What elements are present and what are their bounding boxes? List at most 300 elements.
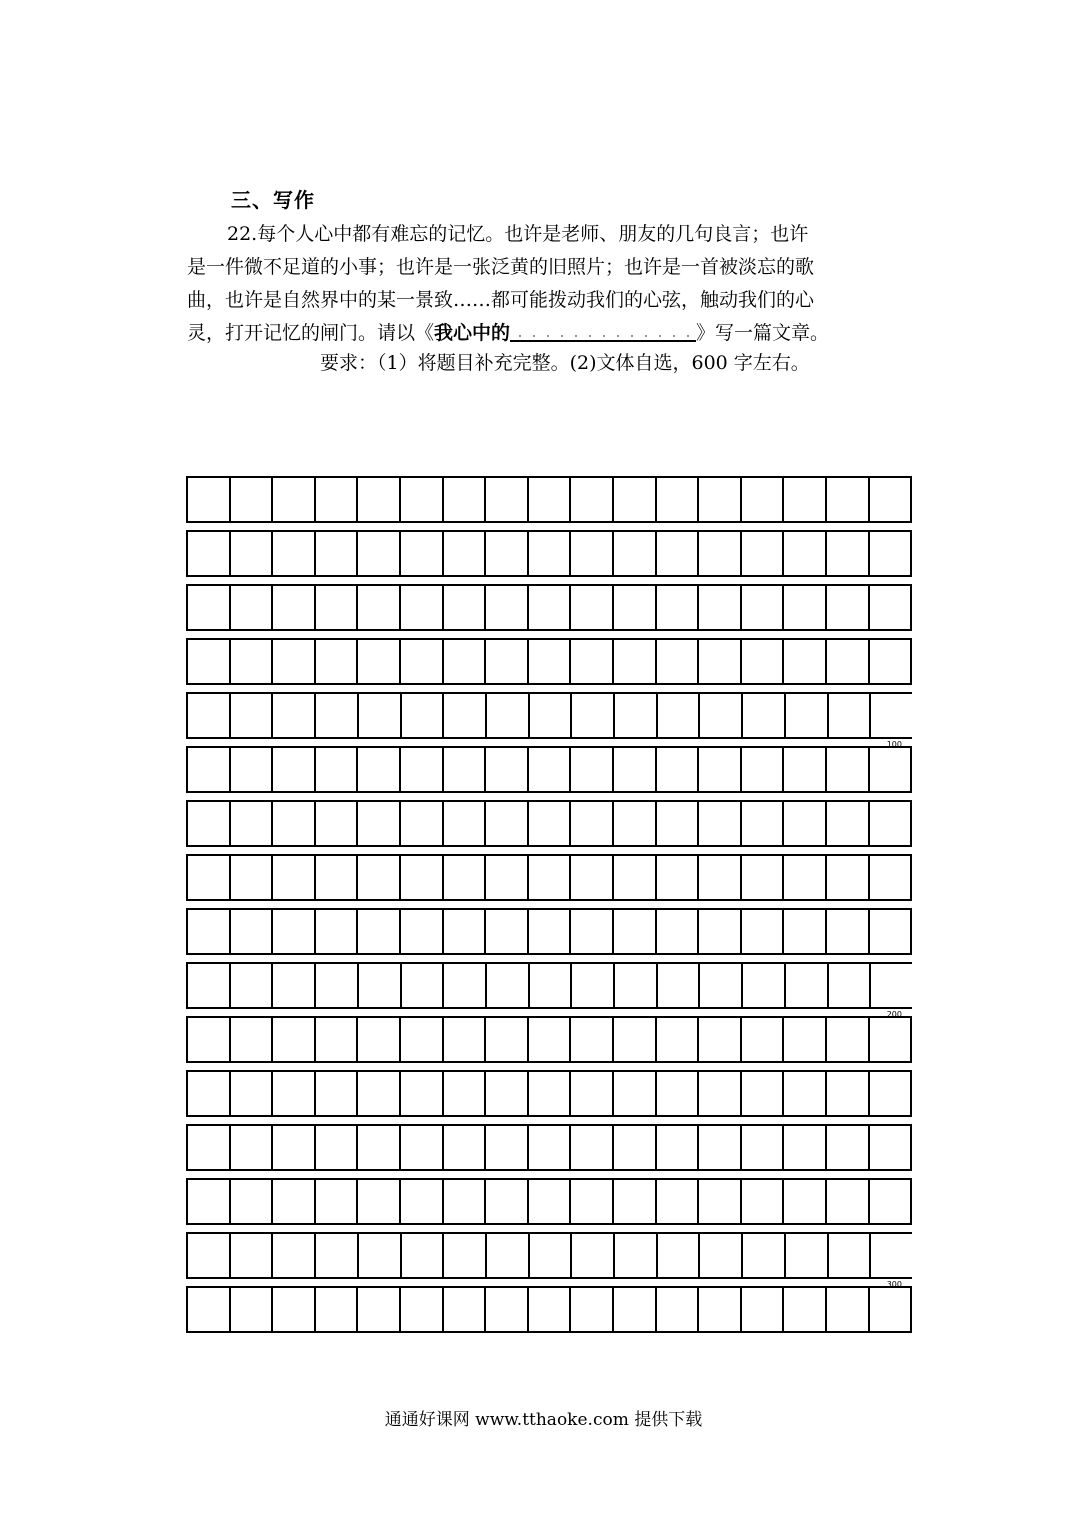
grid-cell[interactable] [356, 854, 399, 901]
grid-cell[interactable] [442, 692, 485, 739]
grid-cell[interactable] [442, 854, 485, 901]
grid-cell[interactable] [782, 800, 825, 847]
grid-cell[interactable] [868, 584, 913, 631]
grid-cell[interactable] [741, 692, 784, 739]
grid-cell[interactable] [740, 638, 783, 685]
grid-cell[interactable] [314, 638, 357, 685]
grid-row [186, 1286, 912, 1333]
grid-cell[interactable] [356, 476, 399, 523]
grid-cell[interactable] [229, 1232, 272, 1279]
grid-cell[interactable] [356, 530, 399, 577]
title-blank[interactable] [510, 322, 696, 342]
grid-cell[interactable] [186, 692, 229, 739]
grid-cell[interactable] [868, 1178, 913, 1225]
grid-cell[interactable] [356, 1070, 399, 1117]
grid-cell[interactable] [442, 800, 485, 847]
grid-cell[interactable] [186, 530, 229, 577]
grid-cell[interactable] [485, 962, 528, 1009]
grid-cell[interactable] [271, 692, 314, 739]
grid-cell[interactable] [825, 746, 868, 793]
grid-cell[interactable] [314, 746, 357, 793]
grid-cell[interactable] [784, 692, 827, 739]
grid-cell[interactable] [740, 1070, 783, 1117]
grid-cell[interactable] [400, 962, 443, 1009]
grid-cell[interactable] [399, 908, 442, 955]
grid-row [186, 692, 912, 749]
grid-cell[interactable] [825, 1286, 868, 1333]
grid-cell[interactable] [570, 962, 613, 1009]
grid-cell[interactable] [697, 638, 740, 685]
grid-cell[interactable] [442, 584, 485, 631]
grid-cell[interactable] [186, 746, 229, 793]
grid-cell[interactable] [784, 1232, 827, 1279]
grid-cell[interactable] [825, 530, 868, 577]
grid-cell[interactable] [741, 962, 784, 1009]
grid-cell[interactable] [825, 908, 868, 955]
grid-cell[interactable] [399, 1124, 442, 1171]
grid-cell[interactable] [271, 584, 314, 631]
grid-cell[interactable] [356, 1124, 399, 1171]
grid-cell[interactable] [186, 1286, 229, 1333]
grid-cell[interactable] [612, 854, 655, 901]
grid-cell[interactable] [868, 476, 913, 523]
grid-cell[interactable] [740, 1124, 783, 1171]
grid-cell[interactable] [697, 800, 740, 847]
grid-cell[interactable] [399, 530, 442, 577]
prompt-line-4 [187, 317, 902, 350]
grid-cell[interactable] [186, 1178, 229, 1225]
grid-cell[interactable] [229, 746, 272, 793]
grid-cell[interactable] [697, 1178, 740, 1225]
grid-cell[interactable] [697, 1016, 740, 1063]
grid-cell[interactable] [612, 638, 655, 685]
grid-cell[interactable] [442, 1178, 485, 1225]
grid-cell[interactable] [314, 1016, 357, 1063]
grid-cell[interactable] [271, 1232, 314, 1279]
grid-cell[interactable] [569, 1016, 612, 1063]
grid-cell[interactable] [827, 1232, 870, 1279]
grid-cell[interactable] [356, 746, 399, 793]
grid-cell[interactable] [442, 746, 485, 793]
grid-cell[interactable] [740, 1178, 783, 1225]
grid-cell[interactable] [399, 1178, 442, 1225]
grid-cell[interactable] [314, 962, 357, 1009]
grid-cell[interactable] [271, 638, 314, 685]
grid-cell[interactable] [782, 1016, 825, 1063]
grid-cell[interactable] [442, 1016, 485, 1063]
grid-cell[interactable] [569, 530, 612, 577]
grid-cell[interactable] [400, 1232, 443, 1279]
grid-cell[interactable] [442, 530, 485, 577]
grid-cell[interactable] [186, 1016, 229, 1063]
grid-cell[interactable] [314, 476, 357, 523]
grid-cell[interactable] [825, 1070, 868, 1117]
grid-cell[interactable] [569, 476, 612, 523]
grid-cell[interactable] [570, 1232, 613, 1279]
grid-cell[interactable] [399, 584, 442, 631]
grid-cell[interactable] [612, 1124, 655, 1171]
grid-cell[interactable] [569, 584, 612, 631]
grid-cell[interactable] [655, 1070, 698, 1117]
grid-cell[interactable] [527, 746, 570, 793]
grid-cell[interactable] [484, 1070, 527, 1117]
grid-cell[interactable] [356, 1016, 399, 1063]
grid-row [186, 1178, 912, 1225]
grid-cell[interactable] [229, 692, 272, 739]
grid-cell[interactable] [229, 854, 272, 901]
grid-cell[interactable] [613, 1232, 656, 1279]
grid-cell[interactable] [399, 1016, 442, 1063]
grid-cell[interactable] [869, 1232, 912, 1279]
grid-cell[interactable] [740, 854, 783, 901]
grid-cell[interactable] [527, 1286, 570, 1333]
grid-cell[interactable] [827, 962, 870, 1009]
grid-cell[interactable] [484, 638, 527, 685]
grid-cell[interactable] [782, 1178, 825, 1225]
grid-cell[interactable] [655, 638, 698, 685]
grid-cell[interactable] [527, 908, 570, 955]
grid-cell[interactable] [356, 638, 399, 685]
grid-cell[interactable] [484, 476, 527, 523]
grid-cell[interactable] [740, 476, 783, 523]
grid-cell[interactable] [314, 1070, 357, 1117]
grid-cell[interactable] [271, 1124, 314, 1171]
grid-cell[interactable] [442, 908, 485, 955]
grid-cell[interactable] [698, 1232, 741, 1279]
grid-cell[interactable] [655, 800, 698, 847]
grid-cell[interactable] [868, 530, 913, 577]
grid-row [186, 1124, 912, 1171]
grid-cell[interactable] [229, 800, 272, 847]
grid-row [186, 1232, 912, 1289]
grid-cell[interactable] [442, 962, 485, 1009]
grid-cell[interactable] [484, 746, 527, 793]
grid-cell[interactable] [697, 1286, 740, 1333]
grid-cell[interactable] [868, 1016, 913, 1063]
grid-cell[interactable] [271, 746, 314, 793]
grid-cell[interactable] [569, 854, 612, 901]
writing-prompt [187, 218, 902, 350]
grid-cell[interactable] [442, 476, 485, 523]
grid-cell[interactable] [655, 1124, 698, 1171]
grid-cell[interactable] [527, 800, 570, 847]
grid-cell[interactable] [740, 746, 783, 793]
grid-cell[interactable] [186, 1124, 229, 1171]
grid-cell[interactable] [442, 1286, 485, 1333]
grid-cell[interactable] [442, 1232, 485, 1279]
grid-cell[interactable] [782, 1124, 825, 1171]
grid-cell[interactable] [357, 962, 400, 1009]
grid-cell[interactable] [186, 908, 229, 955]
grid-cell[interactable] [186, 800, 229, 847]
word-count-marker: 300 [886, 1280, 902, 1289]
grid-cell[interactable] [314, 692, 357, 739]
grid-cell[interactable] [613, 962, 656, 1009]
grid-cell[interactable] [186, 1232, 229, 1279]
grid-row [186, 584, 912, 631]
grid-cell[interactable] [740, 1016, 783, 1063]
grid-cell[interactable] [229, 584, 272, 631]
grid-cell[interactable] [186, 854, 229, 901]
word-count-marker: 100 [886, 740, 902, 749]
grid-cell[interactable] [484, 1016, 527, 1063]
grid-cell[interactable] [271, 1286, 314, 1333]
grid-cell[interactable] [569, 746, 612, 793]
grid-cell[interactable] [442, 638, 485, 685]
grid-cell[interactable] [485, 1232, 528, 1279]
composition-grid [186, 476, 912, 1340]
grid-cell[interactable] [314, 1124, 357, 1171]
grid-cell[interactable] [697, 530, 740, 577]
grid-cell[interactable] [782, 854, 825, 901]
grid-cell[interactable] [527, 530, 570, 577]
grid-cell[interactable] [271, 800, 314, 847]
grid-cell[interactable] [655, 530, 698, 577]
grid-cell[interactable] [314, 1286, 357, 1333]
grid-cell[interactable] [569, 1178, 612, 1225]
grid-cell[interactable] [229, 1016, 272, 1063]
grid-cell[interactable] [399, 800, 442, 847]
grid-cell[interactable] [868, 800, 913, 847]
grid-cell[interactable] [271, 962, 314, 1009]
grid-cell[interactable] [612, 1178, 655, 1225]
grid-cell[interactable] [528, 962, 571, 1009]
grid-cell[interactable] [655, 746, 698, 793]
grid-cell[interactable] [229, 1286, 272, 1333]
grid-cell[interactable] [484, 854, 527, 901]
word-count-marker: 200 [886, 1010, 902, 1019]
grid-cell[interactable] [271, 854, 314, 901]
grid-cell[interactable] [697, 854, 740, 901]
grid-cell[interactable] [229, 1070, 272, 1117]
grid-cell[interactable] [612, 584, 655, 631]
grid-cell[interactable] [314, 1232, 357, 1279]
grid-cell[interactable] [825, 1124, 868, 1171]
grid-cell[interactable] [655, 1286, 698, 1333]
grid-cell[interactable] [613, 692, 656, 739]
grid-cell[interactable] [825, 1178, 868, 1225]
grid-cell[interactable] [484, 1286, 527, 1333]
grid-cell[interactable] [484, 584, 527, 631]
grid-cell[interactable] [229, 962, 272, 1009]
grid-cell[interactable] [528, 692, 571, 739]
grid-cell[interactable] [271, 1178, 314, 1225]
grid-cell[interactable] [698, 962, 741, 1009]
grid-cell[interactable] [656, 962, 699, 1009]
grid-cell[interactable] [825, 476, 868, 523]
prompt-line-2: 是一件微不足道的小事；也许是一张泛黄的旧照片；也许是一首被淡忘的歌 [187, 256, 815, 278]
grid-cell[interactable] [868, 1286, 913, 1333]
grid-cell[interactable] [399, 854, 442, 901]
grid-cell[interactable] [271, 530, 314, 577]
grid-cell[interactable] [827, 692, 870, 739]
grid-cell[interactable] [357, 692, 400, 739]
grid-cell[interactable] [399, 1286, 442, 1333]
grid-row [186, 800, 912, 847]
grid-cell[interactable] [186, 1070, 229, 1117]
grid-cell[interactable] [314, 530, 357, 577]
grid-cell[interactable] [314, 1178, 357, 1225]
grid-cell[interactable] [485, 692, 528, 739]
grid-cell[interactable] [782, 1070, 825, 1117]
grid-cell[interactable] [484, 800, 527, 847]
grid-cell[interactable] [314, 854, 357, 901]
grid-cell[interactable] [825, 638, 868, 685]
grid-cell[interactable] [484, 530, 527, 577]
grid-cell[interactable] [697, 1070, 740, 1117]
grid-cell[interactable] [399, 1070, 442, 1117]
grid-cell[interactable] [782, 746, 825, 793]
grid-cell[interactable] [229, 1178, 272, 1225]
grid-cell[interactable] [782, 584, 825, 631]
grid-cell[interactable] [868, 908, 913, 955]
grid-cell[interactable] [271, 1070, 314, 1117]
grid-cell[interactable] [527, 1016, 570, 1063]
grid-cell[interactable] [868, 1124, 913, 1171]
grid-cell[interactable] [527, 476, 570, 523]
grid-cell[interactable] [229, 908, 272, 955]
grid-cell[interactable] [569, 638, 612, 685]
grid-cell[interactable] [655, 908, 698, 955]
grid-cell[interactable] [697, 746, 740, 793]
grid-cell[interactable] [697, 584, 740, 631]
grid-cell[interactable] [229, 476, 272, 523]
grid-cell[interactable] [656, 1232, 699, 1279]
grid-cell[interactable] [186, 476, 229, 523]
grid-cell[interactable] [612, 1070, 655, 1117]
grid-cell[interactable] [612, 746, 655, 793]
grid-cell[interactable] [825, 584, 868, 631]
grid-cell[interactable] [186, 638, 229, 685]
grid-cell[interactable] [697, 1124, 740, 1171]
grid-cell[interactable] [740, 908, 783, 955]
grid-cell[interactable] [869, 962, 912, 1009]
grid-row [186, 908, 912, 955]
grid-cell[interactable] [655, 1016, 698, 1063]
grid-cell[interactable] [740, 584, 783, 631]
grid-cell[interactable] [569, 1286, 612, 1333]
grid-cell[interactable] [570, 692, 613, 739]
grid-cell[interactable] [484, 1124, 527, 1171]
grid-cell[interactable] [569, 908, 612, 955]
grid-cell[interactable] [612, 1286, 655, 1333]
grid-cell[interactable] [229, 1124, 272, 1171]
grid-cell[interactable] [527, 854, 570, 901]
grid-cell[interactable] [399, 746, 442, 793]
grid-cell[interactable] [356, 908, 399, 955]
grid-cell[interactable] [229, 638, 272, 685]
grid-cell[interactable] [186, 962, 229, 1009]
grid-cell[interactable] [271, 1016, 314, 1063]
grid-cell[interactable] [868, 746, 913, 793]
grid-cell[interactable] [527, 1070, 570, 1117]
grid-cell[interactable] [655, 854, 698, 901]
grid-cell[interactable] [612, 476, 655, 523]
grid-cell[interactable] [528, 1232, 571, 1279]
grid-cell[interactable] [782, 908, 825, 955]
grid-cell[interactable] [612, 800, 655, 847]
grid-cell[interactable] [314, 800, 357, 847]
grid-cell[interactable] [784, 962, 827, 1009]
grid-cell[interactable] [782, 476, 825, 523]
grid-cell[interactable] [357, 1232, 400, 1279]
grid-cell[interactable] [356, 1286, 399, 1333]
grid-cell[interactable] [271, 908, 314, 955]
grid-cell[interactable] [442, 1070, 485, 1117]
grid-cell[interactable] [356, 800, 399, 847]
grid-cell[interactable] [655, 584, 698, 631]
essay-requirement: 要求：（1）将题目补充完整。(2)文体自选，600 字左右。 [320, 352, 810, 374]
grid-cell[interactable] [740, 800, 783, 847]
grid-cell[interactable] [399, 476, 442, 523]
grid-row [186, 1016, 912, 1063]
grid-cell[interactable] [825, 1016, 868, 1063]
grid-cell[interactable] [740, 530, 783, 577]
grid-row [186, 638, 912, 685]
grid-cell[interactable] [527, 1178, 570, 1225]
prompt-line-1: 22.每个人心中都有难忘的记忆。也许是老师、朋友的几句良言；也许 [227, 223, 809, 245]
grid-cell[interactable] [356, 1178, 399, 1225]
grid-cell[interactable] [868, 854, 913, 901]
grid-cell[interactable] [697, 476, 740, 523]
footer-source: 通通好课网 www.tthaoke.com 提供下载 [384, 1410, 703, 1430]
grid-row [186, 1070, 912, 1117]
essay-title-fixed: 我心中的 [434, 322, 511, 344]
grid-cell[interactable] [527, 638, 570, 685]
grid-cell[interactable] [740, 1286, 783, 1333]
grid-cell[interactable] [271, 476, 314, 523]
grid-cell[interactable] [612, 1016, 655, 1063]
grid-cell[interactable] [484, 1178, 527, 1225]
grid-cell[interactable] [782, 530, 825, 577]
grid-cell[interactable] [314, 908, 357, 955]
grid-cell[interactable] [655, 1178, 698, 1225]
grid-cell[interactable] [656, 692, 699, 739]
grid-cell[interactable] [527, 1124, 570, 1171]
grid-row [186, 854, 912, 901]
grid-row [186, 530, 912, 577]
grid-cell[interactable] [569, 800, 612, 847]
grid-cell[interactable] [186, 584, 229, 631]
grid-cell[interactable] [484, 908, 527, 955]
grid-cell[interactable] [527, 584, 570, 631]
grid-cell[interactable] [698, 692, 741, 739]
grid-cell[interactable] [400, 692, 443, 739]
grid-cell[interactable] [314, 584, 357, 631]
prompt-line-3: 曲，也许是自然界中的某一景致……都可能拨动我们的心弦，触动我们的心 [187, 289, 815, 311]
grid-cell[interactable] [442, 1124, 485, 1171]
grid-cell[interactable] [229, 530, 272, 577]
grid-cell[interactable] [741, 1232, 784, 1279]
grid-cell[interactable] [569, 1070, 612, 1117]
grid-cell[interactable] [612, 530, 655, 577]
grid-cell[interactable] [356, 584, 399, 631]
grid-cell[interactable] [825, 800, 868, 847]
grid-cell[interactable] [782, 638, 825, 685]
grid-cell[interactable] [869, 692, 912, 739]
grid-cell[interactable] [782, 1286, 825, 1333]
grid-cell[interactable] [569, 1124, 612, 1171]
grid-cell[interactable] [868, 1070, 913, 1117]
grid-cell[interactable] [868, 638, 913, 685]
grid-cell[interactable] [825, 854, 868, 901]
grid-cell[interactable] [697, 908, 740, 955]
grid-row [186, 962, 912, 1019]
grid-row [186, 746, 912, 793]
grid-cell[interactable] [655, 476, 698, 523]
grid-cell[interactable] [399, 638, 442, 685]
grid-cell[interactable] [612, 908, 655, 955]
